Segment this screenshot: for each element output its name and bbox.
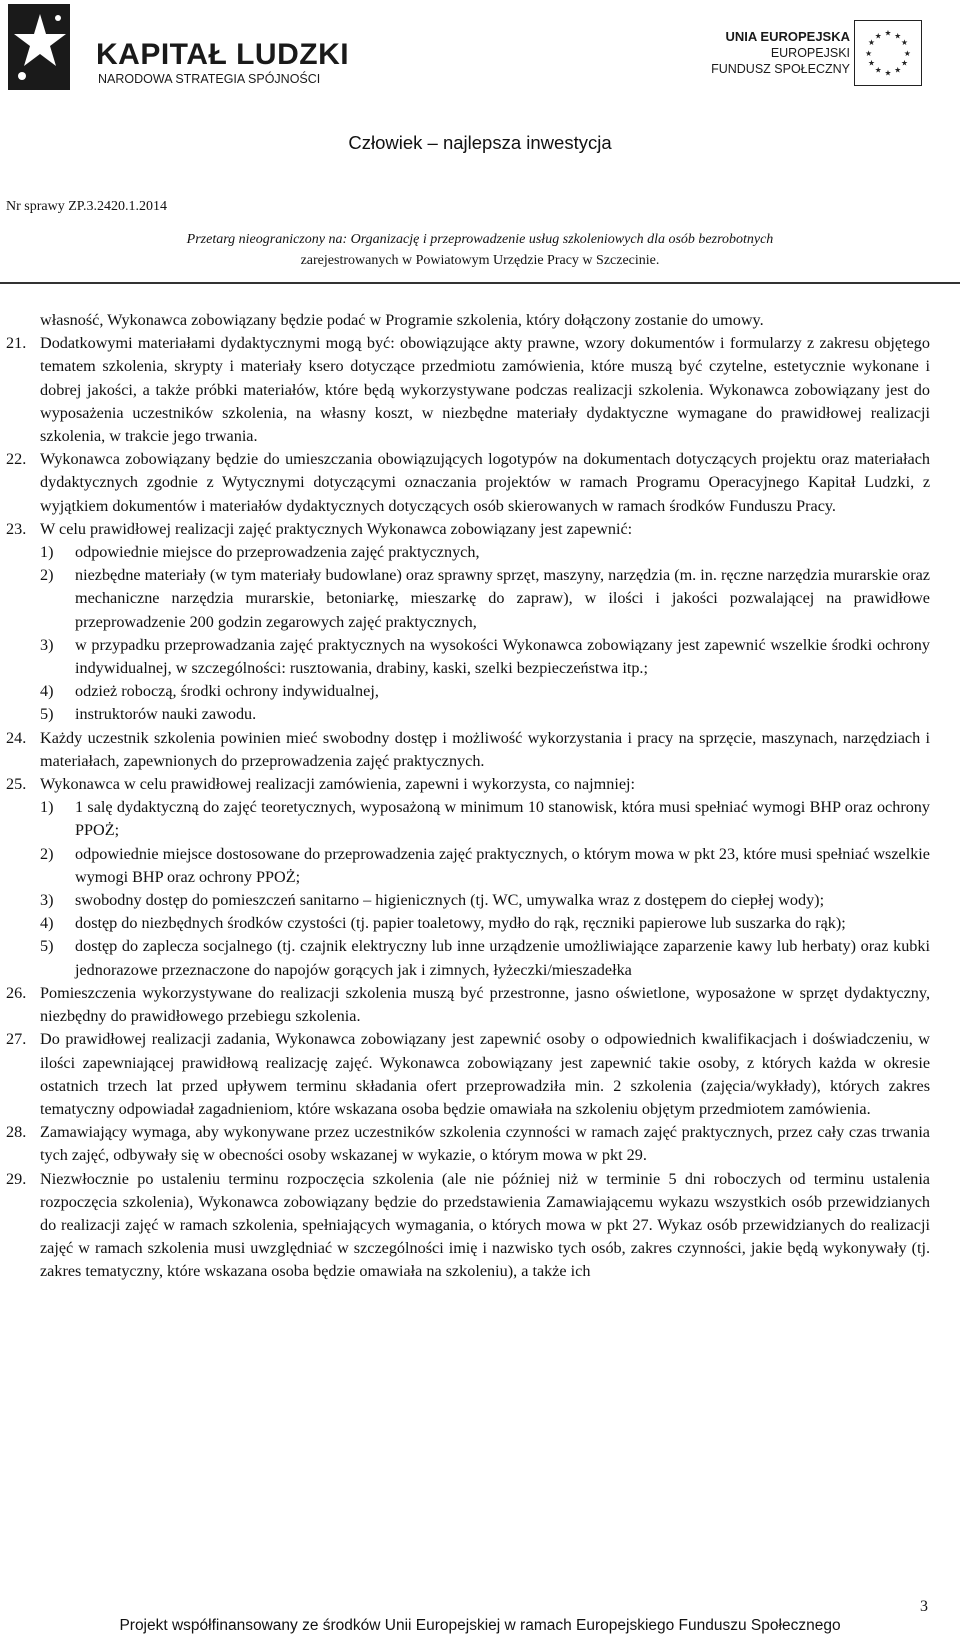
sub-item-text: dostęp do zaplecza socjalnego (tj. czajnik elektryczny lub inne urządzenie umożliwiające zaparzenie kawy lub herbaty) oraz kubki jednorazowe przeznaczone do napojów gorących jak i zimnych, łyżeczki/mieszadełka xyxy=(75,937,930,979)
eu-line-2: EUROPEJSKI xyxy=(770,46,850,60)
tender-title-line-2: zarejestrowanych w Powiatowym Urzędzie Pracy w Szczecinie. xyxy=(300,253,660,268)
clause-number: 21. xyxy=(6,334,27,353)
intro-paragraph: własność, Wykonawca zobowiązany będzie podać w Programie szkolenia, który dołączony zostanie do umowy. xyxy=(40,311,764,329)
header-divider xyxy=(0,282,960,284)
svg-text:★: ★ xyxy=(901,38,908,48)
kapital-ludzki-logo xyxy=(4,4,350,90)
sub-item xyxy=(40,912,930,935)
clause-text: Niezwłocznie po ustaleniu terminu rozpoczęcia szkolenia (ale nie później niż w terminie 5 dni roboczych od terminu ustalenia rozpoczęcia szkolenia), Wykonawca zobowiązany będzie do przedstawienia Zamawiającemu wykazu wszystkich osób przewidzianych do realizacji zajęć w ramach szkolenia, spełniających wymagania, o których mowa w pkt 27. Wykaz osób przewidzianych do realizacji zajęć w ramach szkolenia musi uwzględniać w szczególności imię i nazwisko tych osób, zakres czynności, jakie będą wykonywały (tj. zakres tematyczny, które wskazana osoba będzie omawiała na szkoleniu), a także ich xyxy=(40,1169,930,1281)
clause-text: Każdy uczestnik szkolenia powinien mieć swobodny dostęp i możliwość wykorzystania i pracy na sprzęcie, maszynach, narzędziach i materiałach, zapewnionych do przeprowadzenia zajęć praktycznych. xyxy=(40,728,930,770)
sub-item-number: 2) xyxy=(40,566,54,585)
svg-text:★: ★ xyxy=(901,58,908,68)
sub-item-text: swobodny dostęp do pomieszczeń sanitarno – higienicznych (tj. WC, umywalka wraz z dostępem do ciepłej wody); xyxy=(75,891,825,910)
clause-text: Zamawiający wymaga, aby wykonywane przez uczestników szkolenia czynności w ramach zajęć praktycznych, przez cały czas trwania tych zajęć, odbywały się w obecności osoby wskazanej w wykazie, o którym mowa w pkt 29. xyxy=(40,1123,930,1165)
clause-25 xyxy=(6,773,930,982)
sub-item-text: odpowiednie miejsce do przeprowadzenia zajęć praktycznych, xyxy=(75,543,480,562)
svg-text:★: ★ xyxy=(874,31,882,41)
clause-number: 22. xyxy=(6,450,27,469)
clause-number: 28. xyxy=(6,1123,27,1142)
sub-item-text: w przypadku przeprowadzania zajęć praktycznych na wysokości Wykonawca zobowiązany jest zapewnić wszelkie środki ochrony indywidualnej, w szczególności: rusztowania, drabiny, kaski, szelki bezpieczeństwa itp.; xyxy=(75,635,930,678)
svg-text:★: ★ xyxy=(894,65,902,75)
sub-item xyxy=(40,634,930,680)
clause-27 xyxy=(6,1028,930,1121)
sub-item-number: 2) xyxy=(40,844,54,863)
sub-item xyxy=(40,935,930,981)
sub-item-number: 1) xyxy=(40,798,54,817)
clause-number: 25. xyxy=(6,775,27,794)
clause-number: 29. xyxy=(6,1169,27,1188)
sub-item-number: 4) xyxy=(40,682,54,701)
sub-item-text: dostęp do niezbędnych środków czystości (tj. papier toaletowy, mydło do rąk, ręczniki papierowe lub suszarka do rąk); xyxy=(75,914,846,933)
clause-text: Pomieszczenia wykorzystywane do realizacji szkolenia muszą być przestronne, jasno oświetlone, wyposażone w sprzęt dydaktyczny, niezbędny do prawidłowego przebiegu szkolenia. xyxy=(40,983,930,1026)
sub-item-number: 3) xyxy=(40,891,54,910)
clause-text: Wykonawca zobowiązany będzie do umieszczania obowiązujących logotypów na dokumentach dotyczących projektu oraz materiałach dydaktycznych zgodnie z Wytycznymi dotyczącymi oznaczania projektów w ramach Programu Operacyjnego Kapitał Ludzki, z wyjątkiem dokumentów i materiałów dydaktycznych dotyczących osób skierowanych w ramach środków Funduszu Pracy. xyxy=(40,450,930,515)
eu-line-3: FUNDUSZ SPOŁECZNY xyxy=(711,62,850,76)
clause-21 xyxy=(6,332,930,448)
clause-text: Dodatkowymi materiałami dydaktycznymi mogą być: obowiązujące akty prawne, wzory dokumentów i formularzy z zakresu objętego tematem szkolenia, skrypty i materiały ksero dotyczące przedmiotu zamówienia, które muszą być czytelne, estetycznie wykonane i dobrej jakości, a także próbki materiałów, które będą wykorzystywane podczas realizacji szkolenia. Wykonawca zobowiązany jest do wyposażenia uczestników szkolenia, na własny koszt, w niezbędne materiały dydaktyczne wymagane do prawidłowej realizacji szkolenia, w trakcie jego trwania. xyxy=(40,334,930,446)
sub-item-text: instruktorów nauki zawodu. xyxy=(75,705,257,724)
clause-text: Do prawidłowej realizacji zadania, Wykonawca zobowiązany jest zapewnić osoby o odpowiednich kwalifikacjach i doświadczeniu, w ilości zapewniającej prawidłową realizację zajęć. Wykonawca zobowiązany jest zapewnić takie osoby, z których każda w okresie ostatnich trzech lat przed upływem terminu składania ofert przeprowadziła min. 2 szkolenia (zajęcia/wykłady), których zakres tematyczny odpowiadał zagadnieniom, które wskazana osoba będzie omawiała na szkoleniu objętym przedmiotem zamówienia. xyxy=(40,1030,930,1118)
clause-text: W celu prawidłowej realizacji zajęć praktycznych Wykonawca zobowiązany jest zapewnić: xyxy=(40,519,633,538)
brand-subtitle: NARODOWA STRATEGIA SPÓJNOŚCI xyxy=(98,72,321,86)
sub-item xyxy=(40,703,930,726)
page-number: 3 xyxy=(920,1598,928,1615)
sub-item xyxy=(40,843,930,889)
sub-item xyxy=(40,680,930,703)
sub-item xyxy=(40,889,930,912)
eu-logo-text xyxy=(711,28,850,77)
tagline: Człowiek – najlepsza inwestycja xyxy=(348,132,612,153)
sub-item-number: 1) xyxy=(40,543,54,562)
case-number: Nr sprawy ZP.3.2420.1.2014 xyxy=(6,199,167,214)
tender-title-line-1: Przetarg nieograniczony na: Organizację i przeprowadzenie usług szkoleniowych dla osób bezrobotnych xyxy=(186,232,774,247)
clause-28 xyxy=(6,1121,930,1167)
eu-logo xyxy=(698,18,930,90)
svg-text:★: ★ xyxy=(868,38,875,48)
sub-item-text: niezbędne materiały (w tym materiały budowlane) oraz sprawny sprzęt, maszyny, narzędzia (m. in. ręczne narzędzia murarskie oraz mechaniczne narzędzia murarskie, betoniarkę, mieszarkę do zapraw), w ilości i jakości pozwalającej na prawidłowe przeprowadzenie 200 godzin zegarowych zajęć praktycznych, xyxy=(75,566,930,631)
clause-29 xyxy=(6,1168,930,1284)
clause-23 xyxy=(6,518,930,727)
clause-number: 23. xyxy=(6,519,27,538)
sub-item xyxy=(40,541,930,564)
sub-item-text: 1 salę dydaktyczną do zajęć teoretycznych, wyposażoną w minimum 10 stanowisk, która musi spełniać wymogi BHP oraz ochrony PPOŻ; xyxy=(75,798,930,840)
clause-number: 24. xyxy=(6,728,27,747)
tender-title xyxy=(0,229,960,271)
clause-number: 26. xyxy=(6,983,27,1002)
clause-text: Wykonawca w celu prawidłowej realizacji zamówienia, zapewni i wykorzysta, co najmniej: xyxy=(40,775,636,794)
eu-line-1: UNIA EUROPEJSKA xyxy=(725,29,850,44)
svg-text:★: ★ xyxy=(874,65,882,75)
sub-item-number: 5) xyxy=(40,705,54,724)
clause-26 xyxy=(6,982,930,1028)
svg-text:★: ★ xyxy=(894,31,902,41)
sub-item-number: 5) xyxy=(40,937,54,956)
clause-24 xyxy=(6,727,930,773)
sub-item-number: 3) xyxy=(40,635,54,654)
brand-title: KAPITAŁ LUDZKI xyxy=(96,38,350,71)
sub-item xyxy=(40,796,930,842)
footer-text: Projekt współfinansowany ze środków Unii Europejskiej w ramach Europejskiego Funduszu Społecznego xyxy=(119,1617,841,1634)
svg-text:★: ★ xyxy=(903,48,911,58)
svg-text:★: ★ xyxy=(884,28,892,38)
svg-text:★: ★ xyxy=(865,48,873,58)
eu-flag-icon xyxy=(854,20,922,86)
sub-item-text: odpowiednie miejsce dostosowane do przeprowadzenia zajęć praktycznych, o którym mowa w pkt 23, które musi spełniać wszelkie wymogi BHP oraz ochrony PPOŻ; xyxy=(75,844,930,886)
document-body xyxy=(6,309,930,1284)
svg-text:★: ★ xyxy=(868,58,875,68)
sub-item-text: odzież roboczą, środki ochrony indywidualnej, xyxy=(75,682,379,701)
kapital-ludzki-star-icon xyxy=(4,4,74,90)
svg-text:★: ★ xyxy=(884,68,892,78)
clause-number: 27. xyxy=(6,1030,27,1049)
sub-item-number: 4) xyxy=(40,914,54,933)
clause-22 xyxy=(6,448,930,518)
sub-item xyxy=(40,564,930,634)
